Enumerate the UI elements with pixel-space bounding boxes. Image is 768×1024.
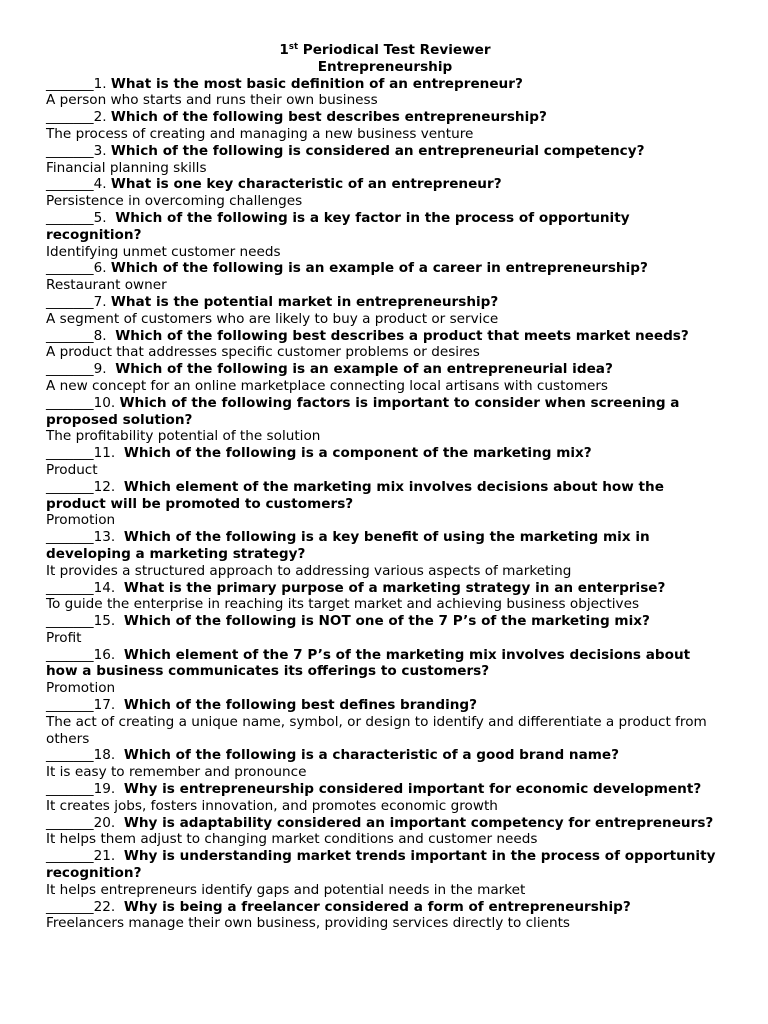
question-item	[46, 260, 724, 277]
question-text: What is the potential market in entrepreneurship?	[110, 293, 499, 310]
question-text: Which of the following is considered an entrepreneurial competency?	[110, 142, 645, 159]
question-number: 2.	[93, 109, 107, 126]
question-number: 5.	[93, 209, 107, 226]
answer-text: Financial planning skills	[46, 159, 207, 176]
question-item	[46, 613, 724, 630]
answer-blank: _______	[46, 361, 94, 378]
question-text: Which of the following is a key benefit of using the marketing mix in developing a marketing strategy?	[46, 529, 650, 562]
question-number: 13.	[93, 529, 116, 546]
question-item	[46, 815, 724, 832]
answer-blank: _______	[46, 579, 94, 596]
question-number: 15.	[93, 613, 116, 630]
question-number: 11.	[93, 445, 116, 462]
answer-text: It helps them adjust to changing market conditions and customer needs	[46, 831, 538, 848]
question-item	[46, 395, 724, 429]
answer-text: Product	[46, 461, 98, 478]
question-separator	[107, 210, 116, 226]
answer-text: Promotion	[46, 680, 116, 697]
answer-text: A person who starts and runs their own business	[46, 92, 378, 109]
question-item	[46, 176, 724, 193]
question-number: 9.	[93, 361, 107, 378]
question-item	[46, 529, 724, 563]
answer-text: A segment of customers who are likely to buy a product or service	[46, 310, 499, 327]
document-subject: Entrepreneurship	[317, 58, 453, 75]
question-text: Which of the following best defines branding?	[123, 697, 478, 714]
question-text: Which of the following is a characteristic of a good brand name?	[123, 747, 620, 764]
question-number: 22.	[93, 898, 116, 915]
answer-blank: _______	[46, 75, 94, 92]
question-number: 21.	[93, 848, 116, 865]
question-separator	[115, 445, 124, 461]
question-separator	[115, 697, 124, 713]
question-separator	[115, 815, 124, 831]
answer-text: Freelancers manage their own business, providing services directly to clients	[46, 915, 571, 932]
answer-text: To guide the enterprise in reaching its target market and achieving business objectives	[46, 596, 640, 613]
answer-blank: _______	[46, 176, 94, 193]
question-item	[46, 294, 724, 311]
question-item	[46, 210, 724, 244]
question-item	[46, 479, 724, 513]
question-number: 3.	[93, 142, 107, 159]
question-item	[46, 109, 724, 126]
title-text: Periodical Test Reviewer	[298, 42, 491, 58]
question-number: 12.	[93, 478, 116, 495]
question-item	[46, 143, 724, 160]
question-separator	[115, 647, 124, 663]
answer-text: Persistence in overcoming challenges	[46, 193, 303, 210]
answer-blank: _______	[46, 209, 94, 226]
answer-text: It helps entrepreneurs identify gaps and potential needs in the market	[46, 881, 526, 898]
answer-blank: _______	[46, 394, 94, 411]
answer-text: It provides a structured approach to addressing various aspects of marketing	[46, 562, 572, 579]
answer-blank: _______	[46, 848, 94, 865]
question-number: 1.	[93, 75, 107, 92]
question-item	[46, 580, 724, 597]
question-separator	[107, 328, 116, 344]
answer-blank: _______	[46, 898, 94, 915]
answer-text: It is easy to remember and pronounce	[46, 764, 307, 781]
question-number: 19.	[93, 781, 116, 798]
question-text: Which element of the 7 P’s of the marketing mix involves decisions about how a business communicates its offerings to customers?	[46, 646, 691, 680]
question-text: Which of the following is a component of the marketing mix?	[123, 445, 592, 462]
question-separator	[115, 580, 124, 596]
answer-blank: _______	[46, 142, 94, 159]
title-ordinal-number: 1	[279, 42, 289, 58]
question-item	[46, 361, 724, 378]
answer-blank: _______	[46, 697, 94, 714]
answer-blank: _______	[46, 260, 94, 277]
answer-text: The profitability potential of the solution	[46, 428, 321, 445]
question-number: 20.	[93, 814, 116, 831]
answer-text: A new concept for an online marketplace connecting local artisans with customers	[46, 377, 609, 394]
answer-blank: _______	[46, 445, 94, 462]
question-separator	[107, 361, 116, 377]
question-list	[46, 76, 724, 933]
answer-text: Profit	[46, 629, 82, 646]
answer-blank: _______	[46, 327, 94, 344]
answer-text: Promotion	[46, 512, 116, 529]
question-text: Why is adaptability considered an important competency for entrepreneurs?	[123, 814, 714, 831]
question-text: Which of the following factors is important to consider when screening a proposed solution?	[46, 394, 680, 428]
question-text: Why is understanding market trends important in the process of opportunity recognition?	[46, 848, 716, 882]
question-item	[46, 899, 724, 916]
question-text: Why is being a freelancer considered a form of entrepreneurship?	[123, 898, 631, 915]
question-number: 17.	[93, 697, 116, 714]
answer-text: The act of creating a unique name, symbol, or design to identify and differentiate a product from others	[46, 713, 707, 747]
question-item	[46, 747, 724, 764]
answer-blank: _______	[46, 646, 94, 663]
answer-text: Restaurant owner	[46, 277, 167, 294]
answer-text: It creates jobs, fosters innovation, and promotes economic growth	[46, 797, 498, 814]
answer-blank: _______	[46, 814, 94, 831]
question-item	[46, 781, 724, 798]
answer-text: The process of creating and managing a new business venture	[46, 125, 474, 142]
question-text: What is one key characteristic of an entrepreneur?	[110, 176, 502, 193]
question-separator	[115, 781, 124, 797]
question-number: 16.	[93, 646, 116, 663]
answer-blank: _______	[46, 781, 94, 798]
question-item	[46, 445, 724, 462]
question-item	[46, 697, 724, 714]
question-text: Which of the following best describes a product that meets market needs?	[115, 327, 689, 344]
question-text: Which of the following is an example of an entrepreneurial idea?	[115, 361, 613, 378]
question-number: 4.	[93, 176, 107, 193]
question-text: Which element of the marketing mix involves decisions about how the product will be promoted to customers?	[46, 478, 664, 512]
question-separator	[115, 529, 124, 545]
question-text: Which of the following is NOT one of the 7 P’s of the marketing mix?	[123, 613, 650, 630]
question-text: What is the primary purpose of a marketing strategy in an enterprise?	[123, 579, 666, 596]
question-separator	[115, 747, 124, 763]
answer-blank: _______	[46, 478, 94, 495]
question-number: 7.	[93, 293, 107, 310]
question-separator	[115, 899, 124, 915]
question-text: Which of the following is a key factor in the process of opportunity recognition?	[46, 209, 630, 243]
question-item	[46, 647, 724, 681]
answer-text: A product that addresses specific customer problems or desires	[46, 344, 480, 361]
title-ordinal-suffix: st	[288, 42, 299, 52]
answer-blank: _______	[46, 613, 94, 630]
question-number: 14.	[93, 579, 116, 596]
question-number: 18.	[93, 747, 116, 764]
answer-text: Identifying unmet customer needs	[46, 243, 281, 260]
answer-blank: _______	[46, 293, 94, 310]
question-separator	[115, 613, 124, 629]
question-text: What is the most basic definition of an entrepreneur?	[110, 75, 523, 92]
document-title	[46, 42, 724, 59]
question-text: Which of the following is an example of a career in entrepreneurship?	[110, 260, 648, 277]
document-page	[46, 42, 724, 932]
answer-blank: _______	[46, 529, 94, 546]
question-number: 6.	[93, 260, 107, 277]
question-text: Which of the following best describes entrepreneurship?	[110, 109, 547, 126]
answer-blank: _______	[46, 109, 94, 126]
question-item	[46, 848, 724, 882]
question-text: Why is entrepreneurship considered important for economic development?	[123, 781, 702, 798]
question-item	[46, 328, 724, 345]
question-item	[46, 76, 724, 93]
question-separator	[115, 479, 124, 495]
question-number: 8.	[93, 327, 107, 344]
answer-blank: _______	[46, 747, 94, 764]
question-number: 10.	[93, 394, 116, 411]
question-separator	[115, 848, 124, 864]
